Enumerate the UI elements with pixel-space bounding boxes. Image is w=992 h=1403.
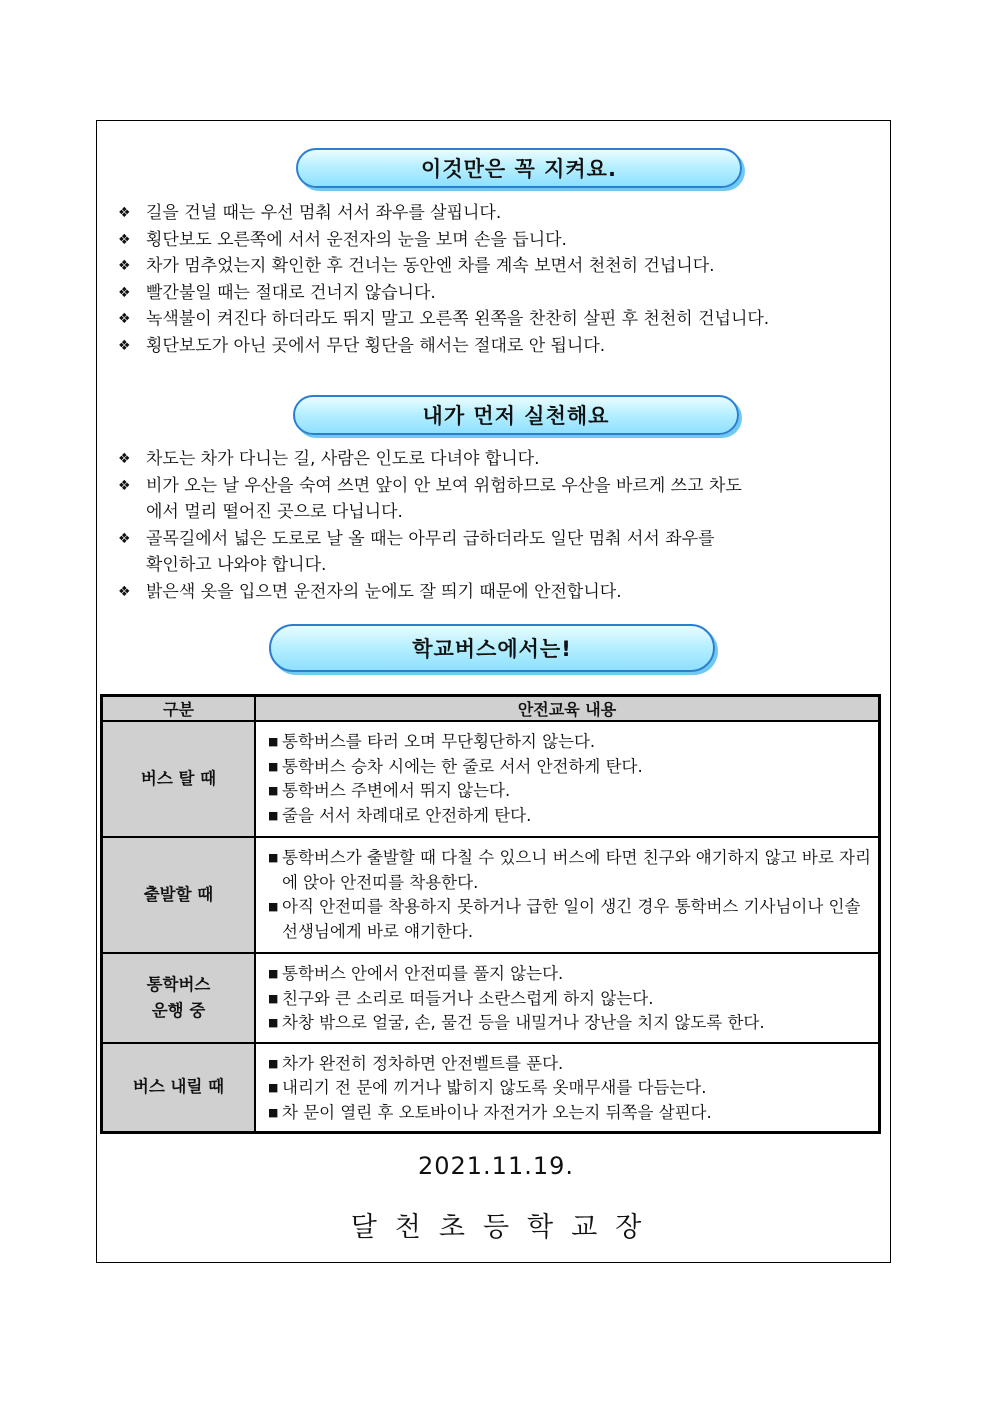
school-principal-signature: 달천초등학교장: [350, 1212, 660, 1243]
section-title-text: 이것만은 꼭 지켜요.: [421, 157, 617, 181]
square-bullet-icon: ■: [268, 808, 279, 822]
list-item: ■ 통학버스 안에서 안전띠를 풀지 않는다.: [268, 962, 872, 987]
list-item: ❖ 골목길에서 넓은 도로로 날 올 때는 아무리 급하더라도 일단 멈춰 서서 좌우를 확인하고 나와야 합니다.: [118, 526, 878, 579]
list-item: ❖ 빨간불일 때는 절대로 건너지 않습니다.: [118, 280, 878, 307]
square-bullet-icon: ■: [268, 1081, 279, 1094]
list-item: ■ 통학버스 주변에서 뛰지 않는다.: [268, 779, 872, 804]
section-title-text: 내가 먼저 실천해요: [422, 404, 610, 428]
list-item: ■ 아직 안전띠를 착용하지 못하거나 급한 일이 생긴 경우 통학버스 기사님이나 인솔선생님에게 바로 얘기한다.: [268, 897, 861, 941]
practice-list: [118, 446, 878, 605]
row-category: 통학버스 운행 중: [102, 953, 255, 1043]
row-category: 버스 내릴 때: [102, 1043, 255, 1133]
list-item: ❖ 길을 건널 때는 우선 멈춰 서서 좌우를 살핍니다.: [118, 200, 878, 227]
list-item: ■ 친구와 큰 소리로 떠들거나 소란스럽게 하지 않는다.: [268, 987, 872, 1012]
square-bullet-icon: ■: [268, 1056, 279, 1070]
square-bullet-icon: ■: [268, 851, 279, 864]
list-item: ■ 통학버스 승차 시에는 한 줄로 서서 안전하게 탄다.: [268, 755, 872, 780]
square-bullet-icon: ■: [268, 991, 279, 1005]
diamond-bullet-icon: ❖: [118, 451, 131, 467]
square-bullet-icon: ■: [268, 784, 279, 797]
list-item: ❖ 차도는 차가 다니는 길, 사람은 인도로 다녀야 합니다.: [118, 446, 878, 473]
list-item: ❖ 비가 오는 날 우산을 숙여 쓰면 앞이 안 보여 위험하므로 우산을 바르게 쓰고 차도 에서 멀리 떨어진 곳으로 다닙니다.: [118, 473, 878, 526]
rules-list: [118, 200, 878, 359]
row-category: 출발할 때: [102, 837, 255, 953]
list-item: ■ 차창 밖으로 얼굴, 손, 물건 등을 내밀거나 장난을 치지 않도록 한다.: [268, 1011, 872, 1036]
row-items: [255, 721, 879, 837]
list-item: ❖ 횡단보도가 아닌 곳에서 무단 횡단을 해서는 절대로 안 됩니다.: [118, 333, 878, 360]
list-item: ❖ 차가 멈추었는지 확인한 후 건너는 동안엔 차를 계속 보면서 천천히 건넙니다.: [118, 253, 878, 280]
table-row: [102, 837, 879, 953]
section-title-practice: [293, 395, 739, 435]
list-item: ■ 내리기 전 문에 끼거나 밟히지 않도록 옷매무새를 다듬는다.: [268, 1076, 872, 1101]
list-item: ■ 통학버스를 타러 오며 무단횡단하지 않는다.: [268, 730, 872, 755]
table-row: [102, 1043, 879, 1133]
list-item: ■ 차가 완전히 정차하면 안전벨트를 푼다.: [268, 1052, 872, 1077]
list-item: ■ 통학버스가 출발할 때 다칠 수 있으니 버스에 타면 친구와 얘기하지 않고 바로 자리에 앉아 안전띠를 착용한다.: [268, 848, 871, 892]
table-row: [102, 953, 879, 1043]
square-bullet-icon: ■: [268, 759, 279, 773]
list-item: ❖ 녹색불이 켜진다 하더라도 뛰지 말고 오른쪽 왼쪽을 찬찬히 살핀 후 천천히 건넙니다.: [118, 306, 878, 333]
diamond-bullet-icon: ❖: [118, 477, 131, 494]
diamond-bullet-icon: ❖: [118, 258, 131, 274]
diamond-bullet-icon: ❖: [118, 284, 131, 301]
diamond-bullet-icon: ❖: [118, 311, 131, 327]
diamond-bullet-icon: ❖: [118, 205, 131, 221]
diamond-bullet-icon: ❖: [118, 530, 131, 547]
list-item: ❖ 밝은색 옷을 입으면 운전자의 눈에도 잘 띄기 때문에 안전합니다.: [118, 579, 878, 606]
table-row: [102, 721, 879, 837]
list-item: ■ 차 문이 열린 후 오토바이나 자전거가 오는지 뒤쪽을 살핀다.: [268, 1101, 872, 1126]
row-items: [255, 953, 879, 1043]
section-title-keep-rules: [296, 148, 742, 188]
row-items: [255, 837, 879, 953]
square-bullet-icon: ■: [268, 1016, 279, 1029]
square-bullet-icon: ■: [268, 1105, 279, 1119]
document-date: 2021.11.19.: [417, 1152, 575, 1180]
table-header-row: [102, 696, 879, 721]
row-category: 버스 탈 때: [102, 721, 255, 837]
row-items: [255, 1043, 879, 1133]
diamond-bullet-icon: ❖: [118, 583, 131, 600]
header-category: 구분: [102, 696, 255, 721]
square-bullet-icon: ■: [268, 735, 279, 748]
section-title-school-bus: [269, 624, 715, 672]
bus-safety-table: [100, 694, 881, 1134]
list-item: ■ 줄을 서서 차례대로 안전하게 탄다.: [268, 804, 872, 829]
diamond-bullet-icon: ❖: [118, 337, 131, 354]
header-content: 안전교육 내용: [255, 696, 879, 721]
square-bullet-icon: ■: [268, 900, 279, 913]
list-item: ❖ 횡단보도 오른쪽에 서서 운전자의 눈을 보며 손을 듭니다.: [118, 227, 878, 254]
diamond-bullet-icon: ❖: [118, 231, 131, 248]
square-bullet-icon: ■: [268, 967, 279, 980]
section-title-text: 학교버스에서는!: [412, 637, 572, 661]
